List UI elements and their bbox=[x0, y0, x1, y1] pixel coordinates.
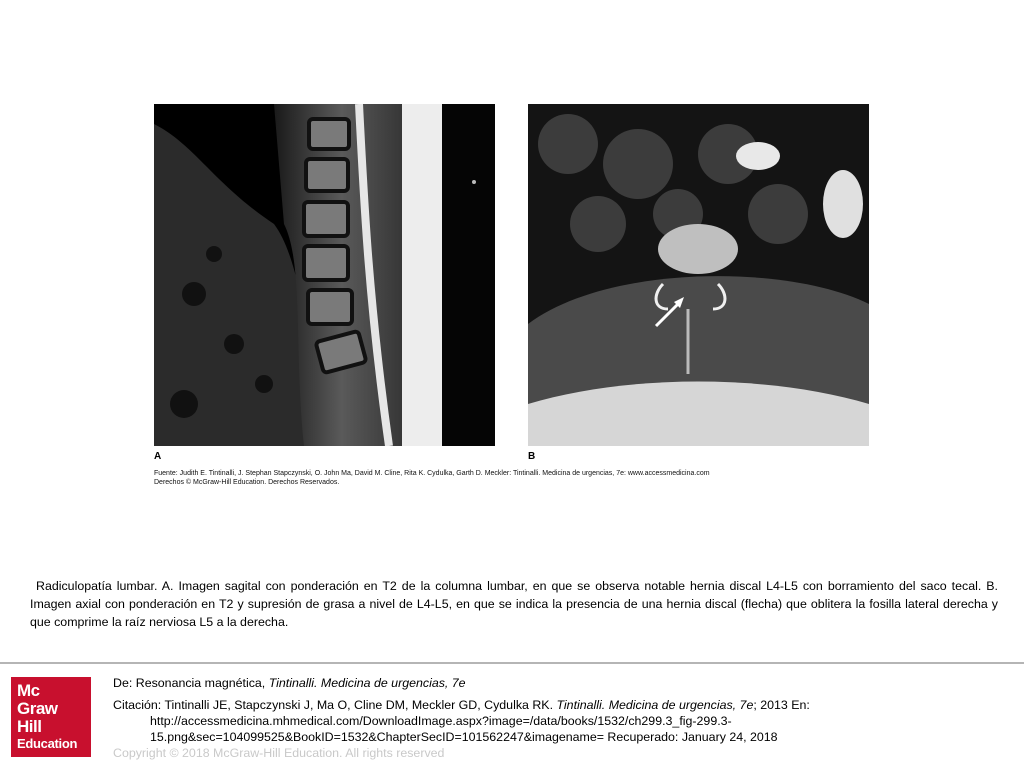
from-book: Tintinalli. Medicina de urgencias, 7e bbox=[268, 676, 466, 690]
mri-sagittal-image bbox=[154, 104, 495, 446]
figure-source-line: Fuente: Judith E. Tintinalli, J. Stephan Stapczynski, O. John Ma, David M. Cline, Rita K. Cydulka, Garth D. Meckler: Tintinalli. Medicina de urgencias, 7e: www.accessmedicina.com bbox=[154, 470, 710, 477]
figure-caption: Radiculopatía lumbar. A. Imagen sagital con ponderación en T2 de la columna lumbar, en que se observa notable hernia discal L4-L5 con borramiento del saco tecal. B. Imagen axial con ponderación en T2 y supresión de grasa a nivel de L4-L5, en que se indica la presencia de una hernia discal (flecha) que oblitera la fosilla lateral derecha y que comprime la raíz nerviosa L5 a la derecha. bbox=[30, 579, 998, 629]
logo-line-1: Mc bbox=[17, 681, 40, 700]
footer-divider bbox=[0, 662, 1024, 664]
panel-label-b: B bbox=[528, 451, 536, 462]
reference-citation bbox=[113, 697, 1013, 745]
citation-year: ; 2013 En: bbox=[753, 698, 810, 712]
figure-rights-line: Derechos © McGraw-Hill Education. Derechos Reservados. bbox=[154, 479, 340, 486]
mri-sagittal-illustration bbox=[154, 104, 495, 446]
reference-from bbox=[113, 675, 466, 691]
logo-line-2: Graw bbox=[17, 699, 58, 718]
mri-axial-image bbox=[528, 104, 869, 446]
from-label: De: bbox=[113, 676, 133, 690]
mri-axial-illustration bbox=[528, 104, 869, 446]
panel-label-a: A bbox=[154, 451, 162, 462]
citation-label: Citación: bbox=[113, 698, 162, 712]
from-text: Resonancia magnética, bbox=[135, 676, 266, 690]
logo-line-3: Hill bbox=[17, 717, 42, 736]
citation-authors: Tintinalli JE, Stapczynski J, Ma O, Cline DM, Meckler GD, Cydulka RK. bbox=[164, 698, 554, 712]
mcgraw-hill-logo bbox=[11, 677, 91, 757]
citation-url: http://accessmedicina.mhmedical.com/DownloadImage.aspx?image=/data/books/1532/ch299.3_fig-299.3-15.png&sec=104099525&BookID=1532&ChapterSecID=101562247&imagename= Recuperado: January 24, 2018 bbox=[150, 714, 778, 744]
citation-book: Tintinalli. Medicina de urgencias, 7e bbox=[556, 698, 754, 712]
logo-line-4: Education bbox=[17, 736, 78, 751]
figure-source bbox=[154, 469, 869, 487]
copyright-notice: Copyright © 2018 McGraw-Hill Education. All rights reserved bbox=[113, 746, 445, 760]
